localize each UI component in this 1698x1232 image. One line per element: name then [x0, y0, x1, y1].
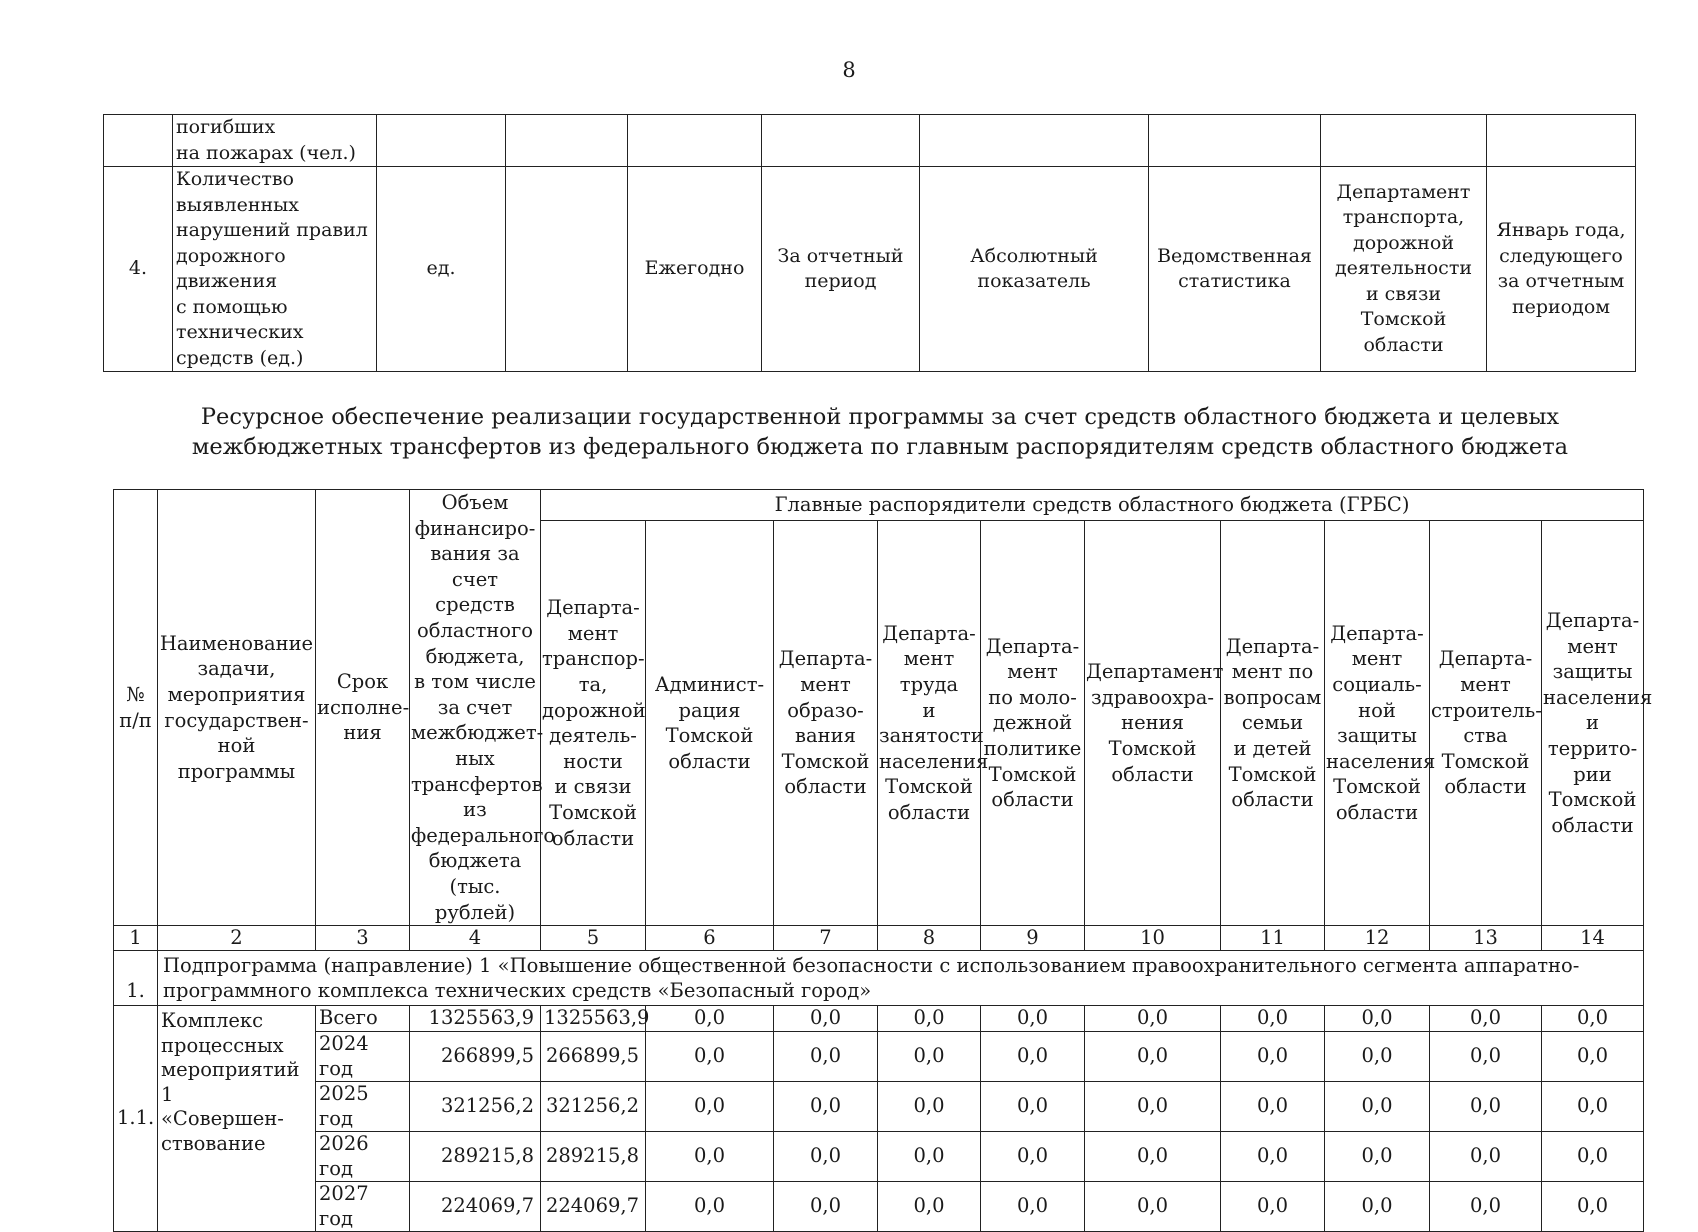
header-grbs-education: Департа- мент образо- вания Томской области — [774, 521, 878, 926]
empty-cell — [628, 115, 762, 167]
subprogram-number: 1. — [114, 951, 158, 1006]
column-number: 10 — [1085, 926, 1221, 951]
indicator-number — [104, 115, 173, 167]
grbs-value-cell: 0,0 — [646, 1082, 774, 1132]
grbs-value-cell: 0,0 — [1542, 1006, 1644, 1032]
volume-cell: 224069,7 — [410, 1182, 541, 1232]
grbs-value-cell: 0,0 — [646, 1182, 774, 1232]
empty-cell — [377, 115, 506, 167]
volume-cell: 266899,5 — [410, 1032, 541, 1082]
term-cell: 2027 год — [316, 1182, 410, 1232]
volume-cell: 321256,2 — [410, 1082, 541, 1132]
grbs-value-cell: 289215,8 — [541, 1132, 646, 1182]
budget-row-2025 — [114, 1082, 1644, 1132]
column-number: 6 — [646, 926, 774, 951]
header-grbs-family: Департа- мент по вопросам семьи и детей Томской области — [1221, 521, 1325, 926]
header-grbs-protection: Департа- мент защиты населения и террито- рии Томской области — [1542, 521, 1644, 926]
indicator-type: Абсолютный показатель — [920, 167, 1149, 372]
column-number: 1 — [114, 926, 158, 951]
indicator-periodicity: Ежегодно — [628, 167, 762, 372]
budget-row-2026 — [114, 1132, 1644, 1182]
header-row-1 — [114, 490, 1644, 521]
header-grbs-administration: Админист- рация Томской области — [646, 521, 774, 926]
grbs-value-cell: 0,0 — [981, 1132, 1085, 1182]
grbs-value-cell: 0,0 — [878, 1006, 981, 1032]
grbs-value-cell: 0,0 — [646, 1032, 774, 1082]
section-title: Ресурсное обеспечение реализации государственной программы за счет средств областного бюджета и целевых межбюджетных трансфертов из федерального бюджета по главным распорядителям средств областного бюджета — [191, 404, 1569, 460]
header-name: Наименование задачи, мероприятия государствен- ной программы — [158, 490, 316, 926]
grbs-value-cell: 0,0 — [981, 1182, 1085, 1232]
budget-row-2027 — [114, 1182, 1644, 1232]
grbs-value-cell: 0,0 — [1085, 1132, 1221, 1182]
grbs-value-cell: 0,0 — [1085, 1006, 1221, 1032]
item-number: 1.1. — [114, 1006, 158, 1232]
column-number: 4 — [410, 926, 541, 951]
header-grbs-labour: Департа- мент труда и занятости населения Томской области — [878, 521, 981, 926]
header-grbs-youth: Департа- мент по моло- дежной политике Томской области — [981, 521, 1085, 926]
empty-cell — [506, 115, 628, 167]
budget-row-total — [114, 1006, 1644, 1032]
grbs-value-cell: 0,0 — [1221, 1006, 1325, 1032]
budget-row-2024 — [114, 1032, 1644, 1082]
term-cell: Всего — [316, 1006, 410, 1032]
grbs-value-cell: 0,0 — [1221, 1182, 1325, 1232]
empty-cell — [920, 115, 1149, 167]
header-grbs-construction: Департа- мент строитель- ства Томской области — [1430, 521, 1542, 926]
grbs-value-cell: 0,0 — [774, 1182, 878, 1232]
grbs-value-cell: 0,0 — [878, 1032, 981, 1082]
indicator-row-continued — [104, 115, 1636, 167]
grbs-value-cell: 224069,7 — [541, 1182, 646, 1232]
grbs-value-cell: 0,0 — [1542, 1032, 1644, 1082]
grbs-value-cell: 0,0 — [878, 1182, 981, 1232]
indicator-name: Количество выявленных нарушений правил дорожного движения с помощью технических средств (ед.) — [173, 167, 377, 372]
column-number: 5 — [541, 926, 646, 951]
grbs-value-cell: 0,0 — [1325, 1082, 1430, 1132]
empty-cell — [1321, 115, 1487, 167]
volume-cell: 1325563,9 — [410, 1006, 541, 1032]
header-grbs-transport: Департа- мент транспор- та, дорожной деятель- ности и связи Томской области — [541, 521, 646, 926]
indicator-deadline: Январь года, следующего за отчетным периодом — [1487, 167, 1636, 372]
grbs-value-cell: 0,0 — [1430, 1182, 1542, 1232]
indicator-name: погибших на пожарах (чел.) — [173, 115, 377, 167]
grbs-value-cell: 0,0 — [1325, 1132, 1430, 1182]
empty-cell — [1149, 115, 1321, 167]
grbs-value-cell: 0,0 — [774, 1032, 878, 1082]
grbs-value-cell: 0,0 — [878, 1132, 981, 1182]
grbs-value-cell: 0,0 — [1325, 1032, 1430, 1082]
grbs-value-cell: 0,0 — [1430, 1006, 1542, 1032]
budget-table — [113, 489, 1653, 1232]
grbs-value-cell: 0,0 — [1430, 1132, 1542, 1182]
grbs-value-cell: 0,0 — [646, 1132, 774, 1182]
subprogram-title: Подпрограмма (направление) 1 «Повышение общественной безопасности с использованием правоохранительного сегмента аппаратно-программного комплекса технических средств «Безопасный город» — [158, 951, 1644, 1006]
column-number: 13 — [1430, 926, 1542, 951]
term-cell: 2025 год — [316, 1082, 410, 1132]
subprogram-row — [114, 951, 1644, 1006]
column-number: 9 — [981, 926, 1085, 951]
column-number: 14 — [1542, 926, 1644, 951]
grbs-value-cell: 0,0 — [1542, 1082, 1644, 1132]
grbs-value-cell: 0,0 — [981, 1082, 1085, 1132]
grbs-value-cell: 1325563,9 — [541, 1006, 646, 1032]
indicator-period: За отчетный период — [762, 167, 920, 372]
grbs-value-cell: 0,0 — [878, 1082, 981, 1132]
grbs-value-cell: 321256,2 — [541, 1082, 646, 1132]
grbs-value-cell: 0,0 — [1085, 1032, 1221, 1082]
empty-cell — [506, 167, 628, 372]
header-no: № п/п — [114, 490, 158, 926]
grbs-value-cell: 0,0 — [981, 1006, 1085, 1032]
indicators-table — [103, 114, 1636, 372]
grbs-value-cell: 0,0 — [774, 1006, 878, 1032]
page-number: 8 — [842, 58, 856, 82]
grbs-value-cell: 0,0 — [1221, 1032, 1325, 1082]
header-grbs-social: Департа- мент социаль- ной защиты населения Томской области — [1325, 521, 1430, 926]
column-number: 11 — [1221, 926, 1325, 951]
indicator-unit: ед. — [377, 167, 506, 372]
header-volume: Объем финансиро- вания за счет средств областного бюджета, в том числе за счет межбюджет- ных трансфертов из федерального бюджета (тыс. рублей) — [410, 490, 541, 926]
grbs-value-cell: 0,0 — [774, 1132, 878, 1182]
grbs-value-cell: 0,0 — [1221, 1132, 1325, 1182]
term-cell: 2024 год — [316, 1032, 410, 1082]
grbs-value-cell: 0,0 — [1325, 1006, 1430, 1032]
grbs-value-cell: 0,0 — [1542, 1182, 1644, 1232]
term-cell: 2026 год — [316, 1132, 410, 1182]
indicator-responsible: Департамент транспорта, дорожной деятельности и связи Томской области — [1321, 167, 1487, 372]
header-term: Срок исполне- ния — [316, 490, 410, 926]
grbs-value-cell: 0,0 — [646, 1006, 774, 1032]
grbs-value-cell: 0,0 — [1221, 1082, 1325, 1132]
indicator-source: Ведомственная статистика — [1149, 167, 1321, 372]
header-grbs-health: Департамент здравоохра- нения Томской области — [1085, 521, 1221, 926]
column-number: 8 — [878, 926, 981, 951]
item-name: Комплекс процессных мероприятий 1 «Совершен- ствование — [158, 1006, 316, 1232]
empty-cell — [1487, 115, 1636, 167]
column-number: 12 — [1325, 926, 1430, 951]
empty-cell — [762, 115, 920, 167]
grbs-value-cell: 0,0 — [1430, 1032, 1542, 1082]
column-number: 7 — [774, 926, 878, 951]
volume-cell: 289215,8 — [410, 1132, 541, 1182]
grbs-value-cell: 0,0 — [1325, 1182, 1430, 1232]
indicator-number: 4. — [104, 167, 173, 372]
grbs-value-cell: 0,0 — [981, 1032, 1085, 1082]
grbs-value-cell: 0,0 — [1542, 1132, 1644, 1182]
grbs-value-cell: 0,0 — [774, 1082, 878, 1132]
grbs-value-cell: 0,0 — [1085, 1182, 1221, 1232]
grbs-value-cell: 0,0 — [1430, 1082, 1542, 1132]
indicator-row-4 — [104, 167, 1636, 372]
column-number: 3 — [316, 926, 410, 951]
column-numbers-row — [114, 926, 1644, 951]
grbs-value-cell: 0,0 — [1085, 1082, 1221, 1132]
column-number: 2 — [158, 926, 316, 951]
grbs-value-cell: 266899,5 — [541, 1032, 646, 1082]
header-grbs-group: Главные распорядители средств областного бюджета (ГРБС) — [541, 490, 1644, 521]
